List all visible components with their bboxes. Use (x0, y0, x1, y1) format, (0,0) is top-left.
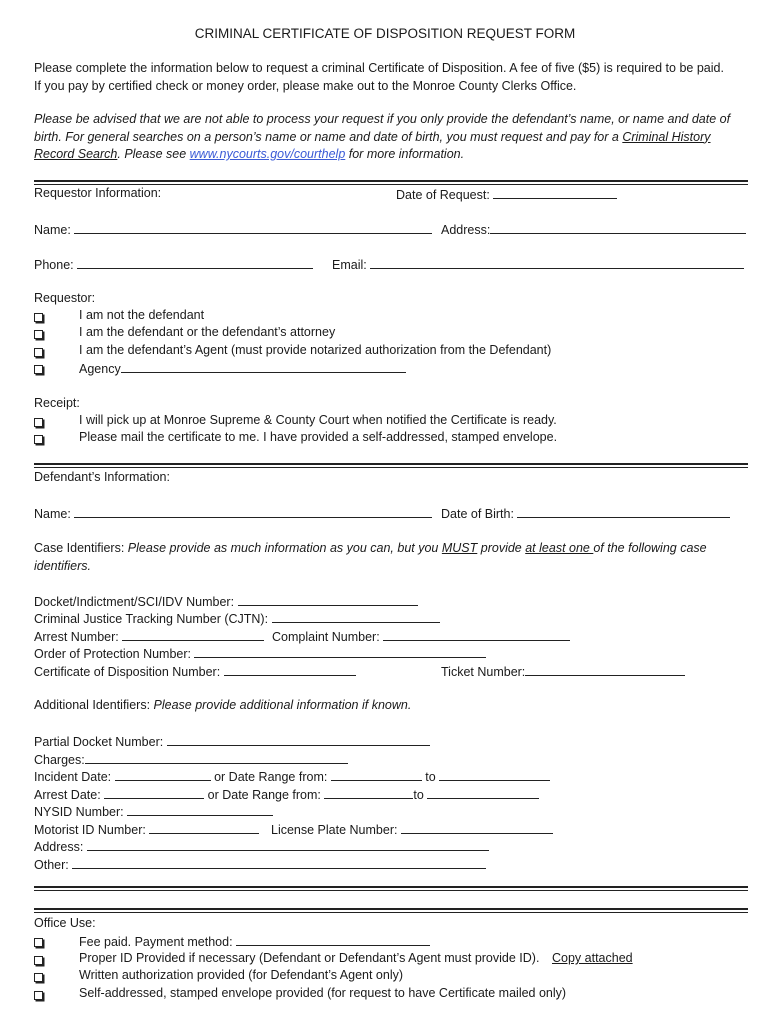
motorist-id-field: Motorist ID Number: (34, 821, 259, 837)
license-plate-field: License Plate Number: (271, 821, 553, 837)
other-field: Other: (34, 856, 486, 872)
office-use-label: Office Use: (34, 916, 96, 930)
checkbox-proper-id[interactable] (34, 956, 43, 965)
option-not-defendant: I am not the defendant (79, 308, 205, 322)
checkbox-pickup[interactable] (34, 418, 43, 427)
checkbox-not-defendant[interactable] (34, 313, 43, 322)
cod-number-input[interactable] (224, 663, 356, 676)
cjtn-input[interactable] (272, 610, 440, 623)
checkbox-written-authorization[interactable] (34, 973, 43, 982)
defendant-dob-input[interactable] (517, 505, 730, 518)
arrest-date-input[interactable] (104, 786, 204, 799)
docket-input[interactable] (238, 593, 418, 606)
date-of-request-input[interactable] (493, 186, 617, 199)
date-of-request-field: Date of Request: (396, 186, 617, 202)
defendant-name-input[interactable] (74, 505, 432, 518)
incident-range-to-input[interactable] (439, 768, 550, 781)
requestor-name-field: Name: (34, 221, 432, 237)
office-envelope: Self-addressed, stamped envelope provided (for request to have Certificate mailed only) (79, 986, 567, 1000)
page-title: CRIMINAL CERTIFICATE OF DISPOSITION REQUEST FORM (194, 26, 576, 41)
nysid-field: NYSID Number: (34, 803, 273, 819)
case-identifiers-note: Case Identifiers: Please provide as much information as you can, but you MUST provide at least one of the following case identifiers. (34, 541, 707, 573)
option-defendant-or-attorney: I am the defendant or the defendant’s attorney (79, 325, 336, 339)
checkbox-agency[interactable] (34, 365, 43, 374)
office-written-authorization: Written authorization provided (for Defendant’s Agent only) (79, 968, 404, 982)
criminal-history-link[interactable]: Criminal History (622, 129, 711, 144)
checkbox-fee-paid[interactable] (34, 938, 43, 947)
checkbox-mail[interactable] (34, 435, 43, 444)
receipt-label: Receipt: (34, 396, 80, 410)
copy-attached-label: Copy attached (552, 951, 633, 965)
payment-method-input[interactable] (236, 933, 430, 946)
order-of-protection-input[interactable] (194, 645, 486, 658)
option-defendant-agent: I am the defendant’s Agent (must provide notarized authorization from the Defendant) (79, 343, 552, 357)
cjtn-field: Criminal Justice Tracking Number (CJTN): (34, 610, 440, 626)
ticket-number-field: Ticket Number: (441, 663, 685, 679)
docket-field: Docket/Indictment/SCI/IDV Number: (34, 593, 418, 609)
incident-date-input[interactable] (115, 768, 211, 781)
intro-paragraph (34, 60, 749, 95)
section-divider (34, 463, 748, 468)
option-agency: Agency (79, 360, 406, 376)
record-search-link[interactable]: Record Search (34, 147, 118, 161)
complaint-number-input[interactable] (383, 628, 570, 641)
office-fee-paid: Fee paid. Payment method: (79, 933, 430, 949)
arrest-number-field: Arrest Number: (34, 628, 264, 644)
requestor-email-field: Email: (332, 256, 744, 272)
charges-field: Charges: (34, 751, 348, 767)
other-input[interactable] (72, 856, 486, 869)
section-divider (34, 886, 748, 891)
partial-docket-field: Partial Docket Number: (34, 733, 430, 749)
incident-date-field: Incident Date: or Date Range from: to (34, 768, 550, 784)
incident-range-from-input[interactable] (331, 768, 422, 781)
courthelp-link[interactable]: www.nycourts.gov/courthelp (189, 147, 346, 161)
motorist-id-input[interactable] (149, 821, 259, 834)
office-proper-id: Proper ID Provided if necessary (Defendant or Defendant’s Agent must provide ID). (79, 951, 540, 965)
requestor-email-input[interactable] (370, 256, 744, 269)
requestor-address-field: Address: (441, 221, 746, 237)
defendant-dob-field: Date of Birth: (441, 505, 730, 521)
arrest-date-field: Arrest Date: or Date Range from: to (34, 786, 539, 802)
intro-line-1: Please complete the information below to request a criminal Certificate of Disposition. A fee of five ($5) is required to be paid. (34, 61, 724, 75)
defendant-address-input[interactable] (87, 838, 489, 851)
additional-identifiers-note: Additional Identifiers: Please provide additional information if known. (34, 698, 412, 712)
section-divider (34, 908, 748, 913)
partial-docket-input[interactable] (167, 733, 430, 746)
requestor-phone-input[interactable] (77, 256, 313, 269)
requestor-name-input[interactable] (74, 221, 432, 234)
arrest-range-to-input[interactable] (427, 786, 539, 799)
requestor-heading: Requestor Information: (34, 186, 162, 200)
advisory-line-2: birth. For general searches on a person’s name or name and date of birth, you must request and pay for a Criminal History (34, 129, 711, 144)
cod-number-field: Certificate of Disposition Number: (34, 663, 356, 679)
defendant-address-field: Address: (34, 838, 489, 854)
defendant-name-field: Name: (34, 505, 432, 521)
arrest-range-from-input[interactable] (324, 786, 413, 799)
advisory-line-3: Record Search. Please see www.nycourts.gov/courthelp for more information. (34, 147, 465, 161)
advisory-paragraph (34, 111, 749, 164)
license-plate-input[interactable] (401, 821, 553, 834)
advisory-line-1: Please be advised that we are not able to process your request if you only provide the defendant’s name, or name and date of (34, 112, 731, 126)
requestor-phone-field: Phone: (34, 256, 313, 272)
option-pickup: I will pick up at Monroe Supreme & County Court when notified the Certificate is ready. (79, 413, 557, 427)
requestor-address-input[interactable] (490, 221, 746, 234)
nysid-input[interactable] (127, 803, 273, 816)
section-divider (34, 180, 748, 185)
checkbox-defendant-agent[interactable] (34, 348, 43, 357)
arrest-number-input[interactable] (122, 628, 264, 641)
agency-input[interactable] (121, 360, 406, 373)
checkbox-envelope[interactable] (34, 991, 43, 1000)
option-mail: Please mail the certificate to me. I have provided a self-addressed, stamped envelope. (79, 430, 558, 444)
charges-input[interactable] (85, 751, 348, 764)
intro-line-2: If you pay by certified check or money order, please make out to the Monroe County Clerks Office. (34, 78, 577, 93)
order-of-protection-field: Order of Protection Number: (34, 645, 486, 661)
defendant-heading: Defendant’s Information: (34, 470, 170, 484)
complaint-number-field: Complaint Number: (272, 628, 570, 644)
requestor-type-label: Requestor: (34, 291, 96, 305)
ticket-number-input[interactable] (525, 663, 685, 676)
checkbox-defendant-or-attorney[interactable] (34, 330, 43, 339)
